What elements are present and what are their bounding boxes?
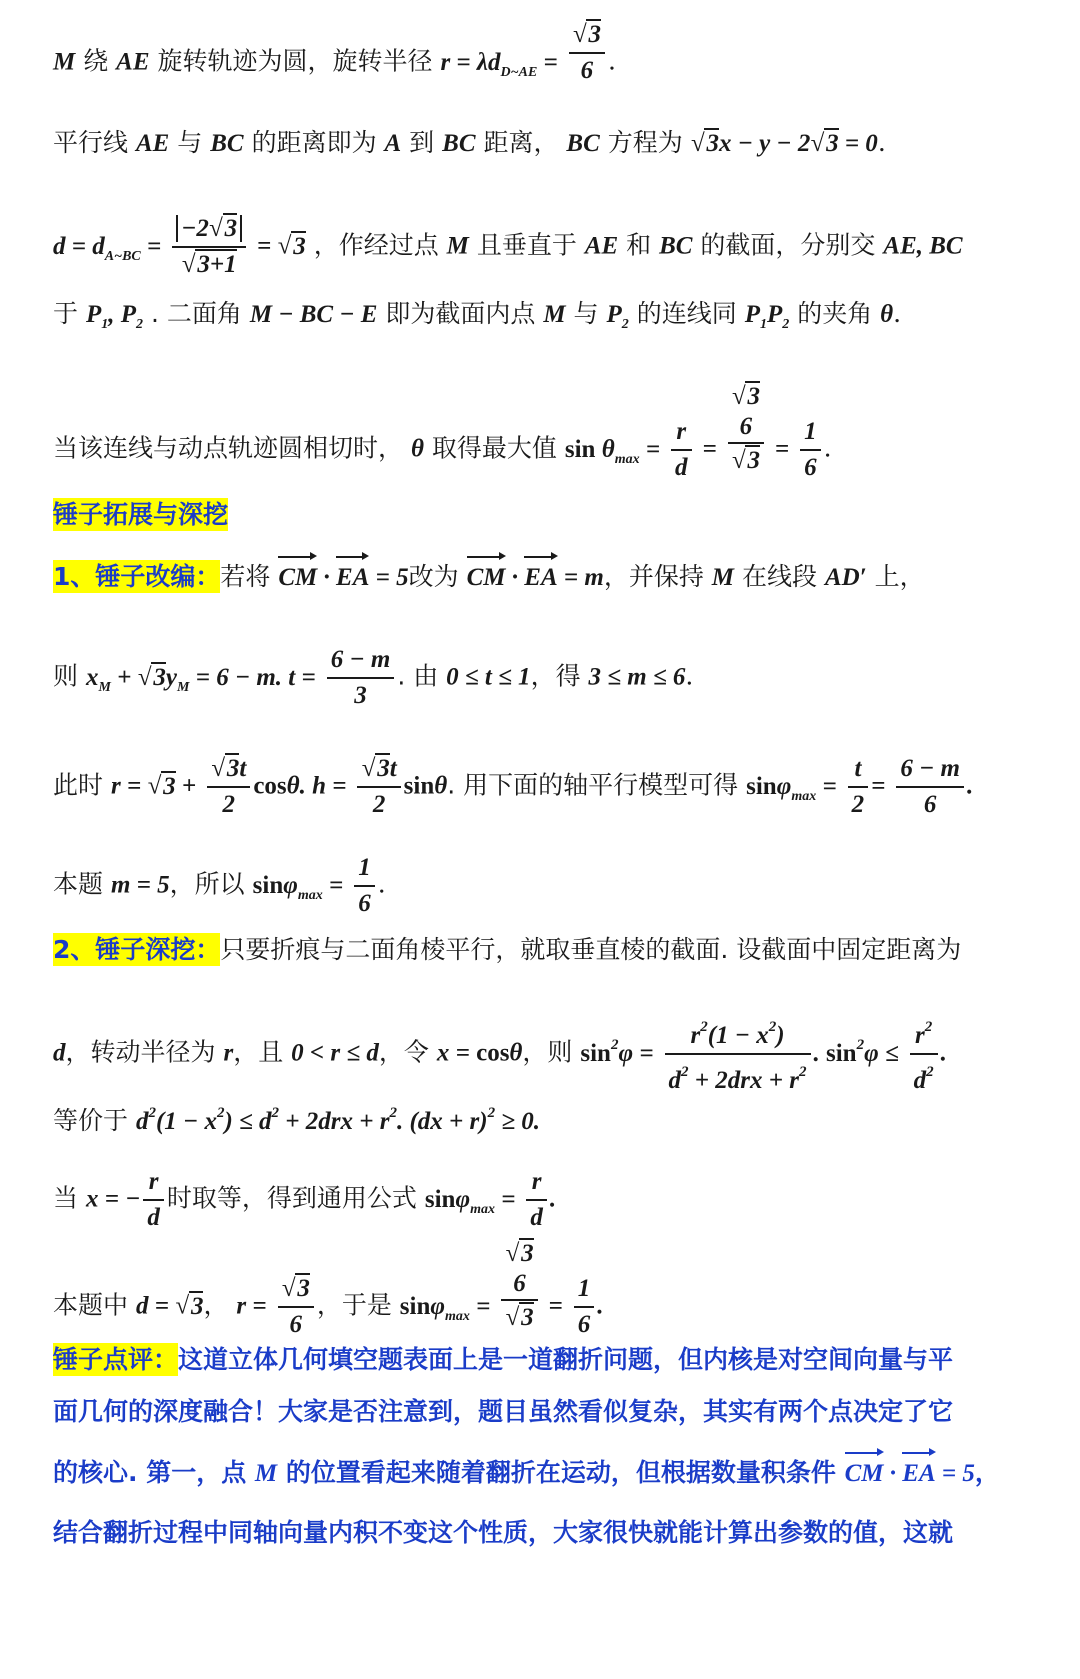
text: 的夹角	[797, 299, 873, 328]
math: x = −	[85, 1185, 141, 1213]
math-formula: $x_M + √3y_M = 6 - m$. t =	[85, 663, 316, 695]
fraction: $\frac{r}{d}$	[143, 1165, 164, 1235]
fraction: $\frac{1}{6}$	[574, 1272, 595, 1342]
text: 取得最大值	[431, 433, 557, 463]
line-8: 此时 r = √3 + $\frac{√3t}{2}$ cosθ. h = $\frac{√3t}{2}$ sinθ. 用下面的轴平行模型可得 sinφ$_{max}$ = $\frac{t}{2}$ = $\frac{6 - m}{6}$ .	[53, 752, 973, 822]
math: r	[223, 1039, 234, 1067]
line-14: 本题中 d = √3， r = $\frac{√3}{6}$ ，于是 sinφ$_{max}$ = √3 6 √3 = $\frac{1}{6}$ .	[53, 1272, 603, 1342]
text: ，则	[522, 1037, 573, 1067]
text: ，并保持	[603, 562, 704, 591]
fraction: $\frac{r}{d}$	[526, 1165, 547, 1235]
fraction: $\frac{√3}{6}$	[278, 1272, 314, 1342]
math: θ	[880, 301, 894, 328]
highlighted-heading: 锤子点评：	[53, 1345, 179, 1374]
math: 0 ≤ t ≤ 1	[446, 663, 531, 691]
comment-text: 面几何的深度融合！大家是否注意到，题目虽然看似复杂，其实有两个点决定了它	[53, 1397, 954, 1426]
fraction: $\frac{r}{d}$	[671, 415, 692, 485]
math: M	[446, 232, 469, 260]
fraction: √3 6 √3	[501, 1239, 537, 1335]
line-3	[53, 212, 963, 282]
math: r =	[236, 1292, 267, 1320]
text: 即为截面内点	[385, 299, 536, 328]
comment-text: 结合翻折过程中同轴向量内积不变这个性质，大家很快就能计算出参数的值，这就	[53, 1518, 954, 1547]
text: 旋转轨迹为圆，旋转半径	[157, 46, 433, 76]
text: ，得	[530, 661, 581, 691]
fraction: $\frac{1}{6}$	[800, 415, 821, 485]
math: BC	[566, 130, 600, 157]
text: . 由	[397, 661, 439, 691]
math: M	[254, 1460, 278, 1487]
highlighted-heading: 2、锤子深挖：	[53, 935, 221, 964]
text: 改为	[408, 562, 459, 591]
text: 的连线同	[636, 299, 737, 328]
line-9: 本题 m = 5，所以 sinφ$_{max}$ = $\frac{1}{6}$ .	[53, 851, 386, 921]
math-formula: sinφ$_{max}$ =	[252, 871, 344, 903]
line-5: 当该连线与动点轨迹圆相切时， θ 取得最大值 $\sin \theta_{max}$ = $\frac{r}{d}$ = √3 6 √3 = $\frac{1}{6}$ .	[53, 415, 832, 485]
line-11: d，转动半径为 r，且 0 < r ≤ d，令 x = cosθ，则 $\sin^2\varphi$ = $\frac{r^2(1 - x^2)}{d^2 + 2drx + r^2}$ . $\sin^2\varphi$ ≤ $\frac{r^2}{d^2}$ .	[53, 1010, 947, 1098]
text: 与	[573, 299, 599, 328]
math-formula: $d = d_{A\sim BC}$ =	[53, 232, 162, 264]
text: ，所以	[169, 869, 245, 899]
text: 本题中	[53, 1290, 129, 1320]
text: 当	[53, 1183, 79, 1213]
text: 于	[53, 299, 79, 328]
math: AE	[135, 130, 170, 157]
fraction: $\frac{r^2(1 - x^2)}{d^2 + 2drx + r^2}$	[665, 1010, 811, 1098]
text: 若将	[220, 562, 271, 591]
fraction: $\frac{-2√3}{√3+1}$	[172, 212, 246, 282]
math: A	[384, 130, 402, 157]
comment-line-2	[53, 1392, 953, 1432]
math-formula: sinφ$_{max}$ =	[399, 1292, 491, 1324]
line-13: 当 x = − $\frac{r}{d}$ 时取等，得到通用公式 sinφ$_{max}$ = $\frac{r}{d}$ .	[53, 1165, 556, 1235]
text: 只要折痕与二面角棱平行，就取垂直棱的截面. 设截面中固定距离为	[220, 935, 962, 964]
line-6	[53, 557, 925, 598]
fraction: $\frac{6 - m}{6}$	[896, 752, 964, 822]
line-4: 于 $P_1$, $P_2$ . 二面角 M − BC − E 即为截面内点 M 与 $P_2$ 的连线同 $P_1P_2$ 的夹角 θ.	[53, 299, 902, 332]
fraction: $\frac{√3t}{2}$	[357, 752, 400, 822]
math: = √3	[257, 232, 306, 260]
math-formula: r = √3 +	[110, 772, 197, 800]
text: 上，	[874, 562, 925, 591]
math: M	[543, 301, 566, 328]
math: x = cosθ	[436, 1039, 523, 1067]
comment-line-4	[53, 1513, 953, 1553]
text: 距离，	[483, 128, 559, 157]
text: 且垂直于	[476, 230, 577, 260]
fraction: $\frac{6 - m}{3}$	[327, 643, 395, 713]
text: 与	[177, 128, 203, 157]
math-formula: $r = \lambda d_{D\sim AE}$ =	[440, 48, 558, 80]
text: 的截面，分别交	[700, 230, 876, 260]
math: BC	[659, 232, 693, 260]
highlighted-heading: 锤子拓展与深挖	[53, 500, 229, 529]
math: M	[53, 48, 76, 76]
math: m = 5	[110, 871, 170, 899]
math-formula: sinφ$_{max}$ =	[424, 1185, 516, 1217]
math: BC	[210, 130, 244, 157]
math: CM · EA = m	[467, 564, 604, 591]
math-formula: $d^2(1 - x^2) \le d^2 + 2drx + r^2$. (dx + r)$^2$ ≥ 0.	[135, 1105, 541, 1135]
highlighted-heading: 1、锤子改编：	[53, 562, 221, 591]
section-heading-expand	[53, 495, 228, 535]
math: AD′	[824, 564, 867, 591]
text: 本题	[53, 869, 104, 899]
fraction: $\frac{t}{2}$	[848, 752, 869, 822]
line-7: 则 $x_M + √3y_M = 6 - m$. t = $\frac{6 - m}{3}$ . 由 0 ≤ t ≤ 1，得 3 ≤ m ≤ 6.	[53, 643, 693, 713]
math: CM · EA = 5	[278, 564, 408, 591]
fraction: $\frac{√3t}{2}$	[207, 752, 250, 822]
comment-text: 这道立体几何填空题表面上是一道翻折问题，但内核是对空间向量与平	[178, 1345, 954, 1374]
math-formula: $\sin \theta_{max}$ =	[564, 435, 661, 467]
math: d = √3	[135, 1292, 204, 1320]
fraction: $\frac{r^2}{d^2}$	[910, 1010, 938, 1098]
text: 的距离即为	[251, 128, 377, 157]
math: $P_1P_2$	[744, 301, 790, 332]
math: 0 < r ≤ d	[291, 1039, 379, 1067]
math: d	[53, 1039, 66, 1067]
line-2: 平行线 AE 与 BC 的距离即为 A 到 BC 距离， BC 方程为 √3x − y − 2√3 = 0.	[53, 128, 886, 157]
comment-line-1	[53, 1340, 953, 1380]
text: 方程为	[607, 128, 683, 157]
text: 此时	[53, 770, 104, 800]
line-12	[53, 1093, 540, 1142]
fraction: $\frac{1}{6}$	[354, 851, 375, 921]
math: AE	[584, 232, 619, 260]
text: ，于是	[316, 1290, 392, 1320]
comment-text: 的核心. 第一，点	[53, 1458, 247, 1487]
math: BC	[442, 130, 476, 157]
text: 当该连线与动点轨迹圆相切时，	[53, 433, 404, 463]
comment-text: 的位置看起来随着翻折在运动，但根据数量积条件	[285, 1458, 836, 1487]
text: 则	[53, 661, 79, 691]
line-1: M 绕 AE 旋转轨迹为圆，旋转半径 $r = \lambda d_{D\sim AE}$ = $\frac{√3}{6}$ .	[53, 38, 616, 93]
text: . 二面角	[150, 299, 242, 328]
math: AE	[116, 48, 150, 76]
fraction: √3 6 √3	[728, 382, 764, 478]
text: 时取等，得到通用公式	[166, 1183, 417, 1213]
text: 等价于	[53, 1106, 129, 1135]
math: CM · EA = 5	[845, 1460, 975, 1487]
text: 和	[626, 230, 652, 260]
math: θ	[410, 435, 424, 463]
text: ，作经过点	[313, 230, 439, 260]
line-10	[53, 930, 961, 970]
math: $P_2$	[606, 301, 629, 332]
text: 绕	[83, 46, 109, 76]
math-formula: $\sin^2\varphi$ =	[580, 1036, 654, 1067]
math: M	[711, 564, 735, 591]
text: ，且	[233, 1037, 284, 1067]
math: $P_1$, $P_2$	[85, 301, 144, 332]
fraction: $\frac{√3}{6}$	[569, 18, 605, 88]
text: ，令	[378, 1037, 429, 1067]
text: 平行线	[53, 128, 129, 157]
math: M − BC − E	[249, 301, 378, 328]
text: ，转动半径为	[65, 1037, 216, 1067]
math-formula: √3x − y − 2√3 = 0	[690, 130, 878, 157]
math-formula: sinφ$_{max}$ =	[746, 772, 837, 804]
comment-line-3: 的核心. 第一，点 M 的位置看起来随着翻折在运动，但根据数量积条件 CM · EA = 5，	[53, 1453, 1000, 1494]
text: . 用下面的轴平行模型可得	[447, 770, 739, 800]
text: 到	[409, 128, 435, 157]
math: AE, BC	[883, 232, 963, 260]
math: 3 ≤ m ≤ 6	[588, 663, 686, 691]
text: 在线段	[741, 562, 817, 591]
